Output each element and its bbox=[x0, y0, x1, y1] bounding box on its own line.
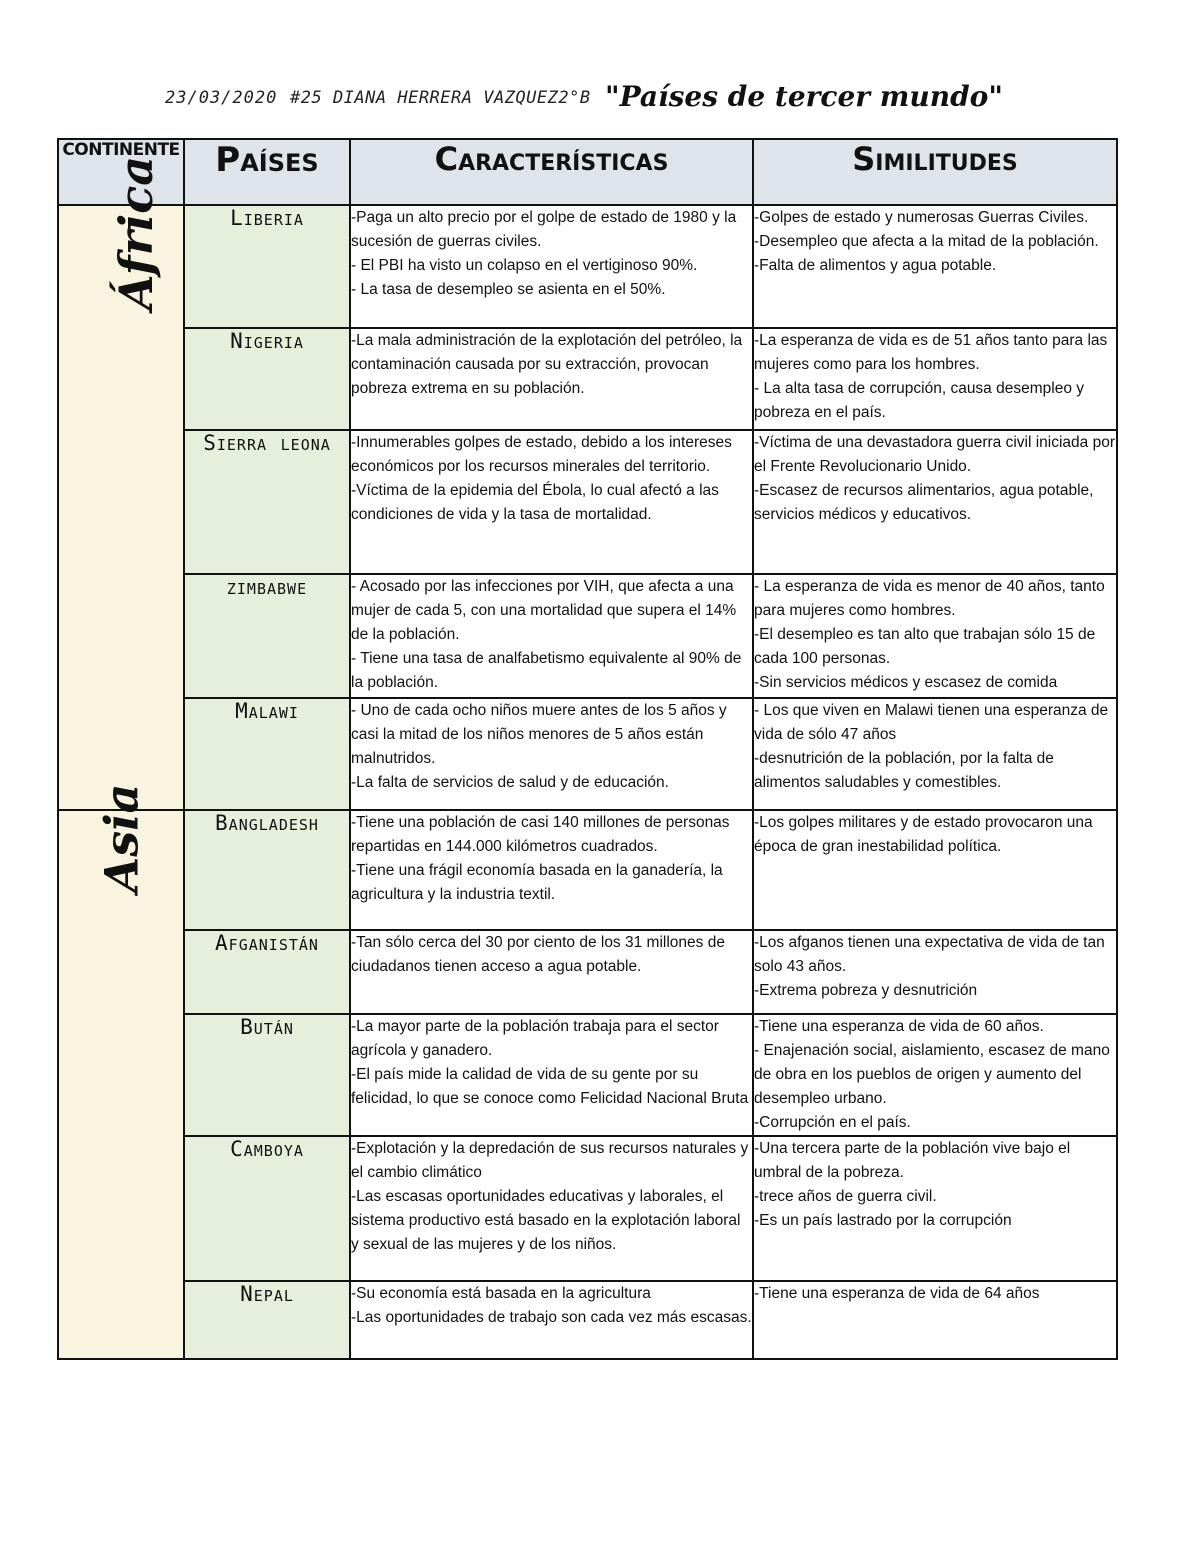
table-row bbox=[58, 930, 1117, 1014]
country-cell: Sierra leona bbox=[184, 430, 350, 574]
country-cell: Bangladesh bbox=[184, 810, 350, 930]
characteristic-item: -Su economía está basada en la agricultura bbox=[351, 1285, 651, 1302]
characteristics-cell bbox=[350, 1136, 753, 1281]
similarity-item: -Tiene una esperanza de vida de 60 años. bbox=[754, 1018, 1044, 1035]
table-row bbox=[58, 430, 1117, 574]
country-cell: Liberia bbox=[184, 205, 350, 328]
continent-cell-asia bbox=[58, 783, 184, 1359]
country-cell: Nigeria bbox=[184, 328, 350, 430]
similarity-item: -Falta de alimentos y agua potable. bbox=[754, 257, 997, 274]
similarity-item: -Es un país lastrado por la corrupción bbox=[754, 1212, 1012, 1229]
similarity-item: -Sin servicios médicos y escasez de comida bbox=[754, 674, 1058, 691]
similarity-item: -Corrupción en el país. bbox=[754, 1114, 911, 1131]
characteristics-cell bbox=[350, 328, 753, 430]
similarities-cell bbox=[753, 698, 1117, 810]
characteristic-item: - Uno de cada ocho niños muere antes de los 5 años y casi la mitad de los niños menores de 5 años están malnutridos. bbox=[351, 702, 727, 767]
continent-label-asia: Asia bbox=[94, 783, 148, 893]
similarities-cell bbox=[753, 810, 1117, 930]
characteristic-item: - La tasa de desempleo se asienta en el 50%. bbox=[351, 281, 666, 298]
characteristic-item: -La mala administración de la explotación del petróleo, la contaminación causada por su extracción, provocan pobreza extrema en su población. bbox=[351, 332, 743, 397]
characteristic-item: -Paga un alto precio por el golpe de estado de 1980 y la sucesión de guerras civiles. bbox=[351, 209, 737, 250]
table-row bbox=[58, 698, 1117, 810]
similarity-item: -Extrema pobreza y desnutrición bbox=[754, 982, 978, 999]
similarity-item: -Víctima de una devastadora guerra civil iniciada por el Frente Revolucionario Unido. bbox=[754, 434, 1115, 475]
column-header-continent: CONTINENTE bbox=[58, 139, 184, 205]
document-header bbox=[0, 80, 1200, 120]
characteristics-cell bbox=[350, 574, 753, 698]
comparison-table bbox=[57, 138, 1118, 1360]
similarities-cell bbox=[753, 328, 1117, 430]
similarity-item: -Desempleo que afecta a la mitad de la población. bbox=[754, 233, 1099, 250]
similarities-cell bbox=[753, 574, 1117, 698]
similarity-item: -Golpes de estado y numerosas Guerras Civiles. bbox=[754, 209, 1089, 226]
continent-cell-africa bbox=[58, 155, 184, 810]
similarity-item: -Los golpes militares y de estado provocaron una época de gran inestabilidad política. bbox=[754, 814, 1093, 855]
table-row bbox=[58, 574, 1117, 698]
characteristic-item: -El país mide la calidad de vida de su gente por su felicidad, lo que se conoce como Felicidad Nacional Bruta bbox=[351, 1066, 749, 1107]
country-cell: Nepal bbox=[184, 1281, 350, 1359]
characteristics-cell bbox=[350, 698, 753, 810]
characteristic-item: -Víctima de la epidemia del Ébola, lo cual afectó a las condiciones de vida y la tasa de mortalidad. bbox=[351, 482, 719, 523]
country-cell: Malawi bbox=[184, 698, 350, 810]
characteristic-item: - El PBI ha visto un colapso en el vertiginoso 90%. bbox=[351, 257, 698, 274]
characteristics-cell bbox=[350, 1281, 753, 1359]
similarity-item: - Los que viven en Malawi tienen una esperanza de vida de sólo 47 años bbox=[754, 702, 1109, 743]
characteristic-item: -La mayor parte de la población trabaja para el sector agrícola y ganadero. bbox=[351, 1018, 719, 1059]
country-cell: Bután bbox=[184, 1014, 350, 1136]
similarity-item: -Una tercera parte de la población vive bajo el umbral de la pobreza. bbox=[754, 1140, 1071, 1181]
column-header-characteristics: Características bbox=[350, 139, 753, 205]
similarities-cell bbox=[753, 930, 1117, 1014]
country-cell: Afganistán bbox=[184, 930, 350, 1014]
table-row bbox=[58, 810, 1117, 930]
document-title: "Países de tercer mundo" bbox=[605, 80, 1003, 113]
similarity-item: - La esperanza de vida es menor de 40 años, tanto para mujeres como hombres. bbox=[754, 578, 1105, 619]
similarities-cell bbox=[753, 1136, 1117, 1281]
similarity-item: -Tiene una esperanza de vida de 64 años bbox=[754, 1285, 1040, 1302]
similarity-item: -El desempleo es tan alto que trabajan sólo 15 de cada 100 personas. bbox=[754, 626, 1096, 667]
table-row bbox=[58, 1136, 1117, 1281]
column-header-similarities: Similitudes bbox=[753, 139, 1117, 205]
table-row bbox=[58, 328, 1117, 430]
characteristic-item: -Tiene una frágil economía basada en la ganadería, la agricultura y la industria textil. bbox=[351, 862, 723, 903]
characteristics-cell bbox=[350, 1014, 753, 1136]
table-row bbox=[58, 1281, 1117, 1359]
document-date: 23/03/2020 bbox=[165, 88, 278, 108]
characteristic-item: -Innumerables golpes de estado, debido a los intereses económicos por los recursos minerales del territorio. bbox=[351, 434, 732, 475]
similarity-item: -trece años de guerra civil. bbox=[754, 1188, 937, 1205]
characteristic-item: -Explotación y la depredación de sus recursos naturales y el cambio climático bbox=[351, 1140, 749, 1181]
characteristic-item: -La falta de servicios de salud y de educación. bbox=[351, 774, 669, 791]
table-row bbox=[58, 1014, 1117, 1136]
characteristic-item: -Tan sólo cerca del 30 por ciento de los 31 millones de ciudadanos tienen acceso a agua potable. bbox=[351, 934, 725, 975]
column-header-countries: Países bbox=[184, 139, 350, 205]
characteristic-item: -Las escasas oportunidades educativas y laborales, el sistema productivo está basado en la explotación laboral y sexual de las mujeres y de los niños. bbox=[351, 1188, 741, 1253]
similarity-item: -Escasez de recursos alimentarios, agua potable, servicios médicos y educativos. bbox=[754, 482, 1094, 523]
characteristic-item: - Tiene una tasa de analfabetismo equivalente al 90% de la población. bbox=[351, 650, 742, 691]
similarity-item: - La alta tasa de corrupción, causa desempleo y pobreza en el país. bbox=[754, 380, 1084, 421]
characteristic-item: -Tiene una población de casi 140 millones de personas repartidas en 144.000 kilómetros cuadrados. bbox=[351, 814, 730, 855]
country-cell: zimbabwe bbox=[184, 574, 350, 698]
characteristics-cell bbox=[350, 205, 753, 328]
characteristics-cell bbox=[350, 930, 753, 1014]
characteristic-item: -Las oportunidades de trabajo son cada vez más escasas. bbox=[351, 1309, 752, 1326]
table-header-row bbox=[58, 139, 1117, 205]
similarity-item: - Enajenación social, aislamiento, escasez de mano de obra en los pueblos de origen y aumento del desempleo urbano. bbox=[754, 1042, 1110, 1107]
table-row bbox=[58, 205, 1117, 328]
similarities-cell bbox=[753, 1281, 1117, 1359]
characteristic-item: - Acosado por las infecciones por VIH, que afecta a una mujer de cada 5, con una mortalidad que supera el 14% de la población. bbox=[351, 578, 737, 643]
similarity-item: -Los afganos tienen una expectativa de vida de tan solo 43 años. bbox=[754, 934, 1105, 975]
characteristics-cell bbox=[350, 810, 753, 930]
similarity-item: -La esperanza de vida es de 51 años tanto para las mujeres como para los hombres. bbox=[754, 332, 1108, 373]
continent-label-africa: África bbox=[109, 155, 164, 311]
similarity-item: -desnutrición de la población, por la falta de alimentos saludables y comestibles. bbox=[754, 750, 1054, 791]
characteristics-cell bbox=[350, 430, 753, 574]
country-cell: Camboya bbox=[184, 1136, 350, 1281]
similarities-cell bbox=[753, 1014, 1117, 1136]
similarities-cell bbox=[753, 430, 1117, 574]
student-name: #25 DIANA HERRERA VAZQUEZ2°B bbox=[290, 88, 591, 108]
similarities-cell bbox=[753, 205, 1117, 328]
